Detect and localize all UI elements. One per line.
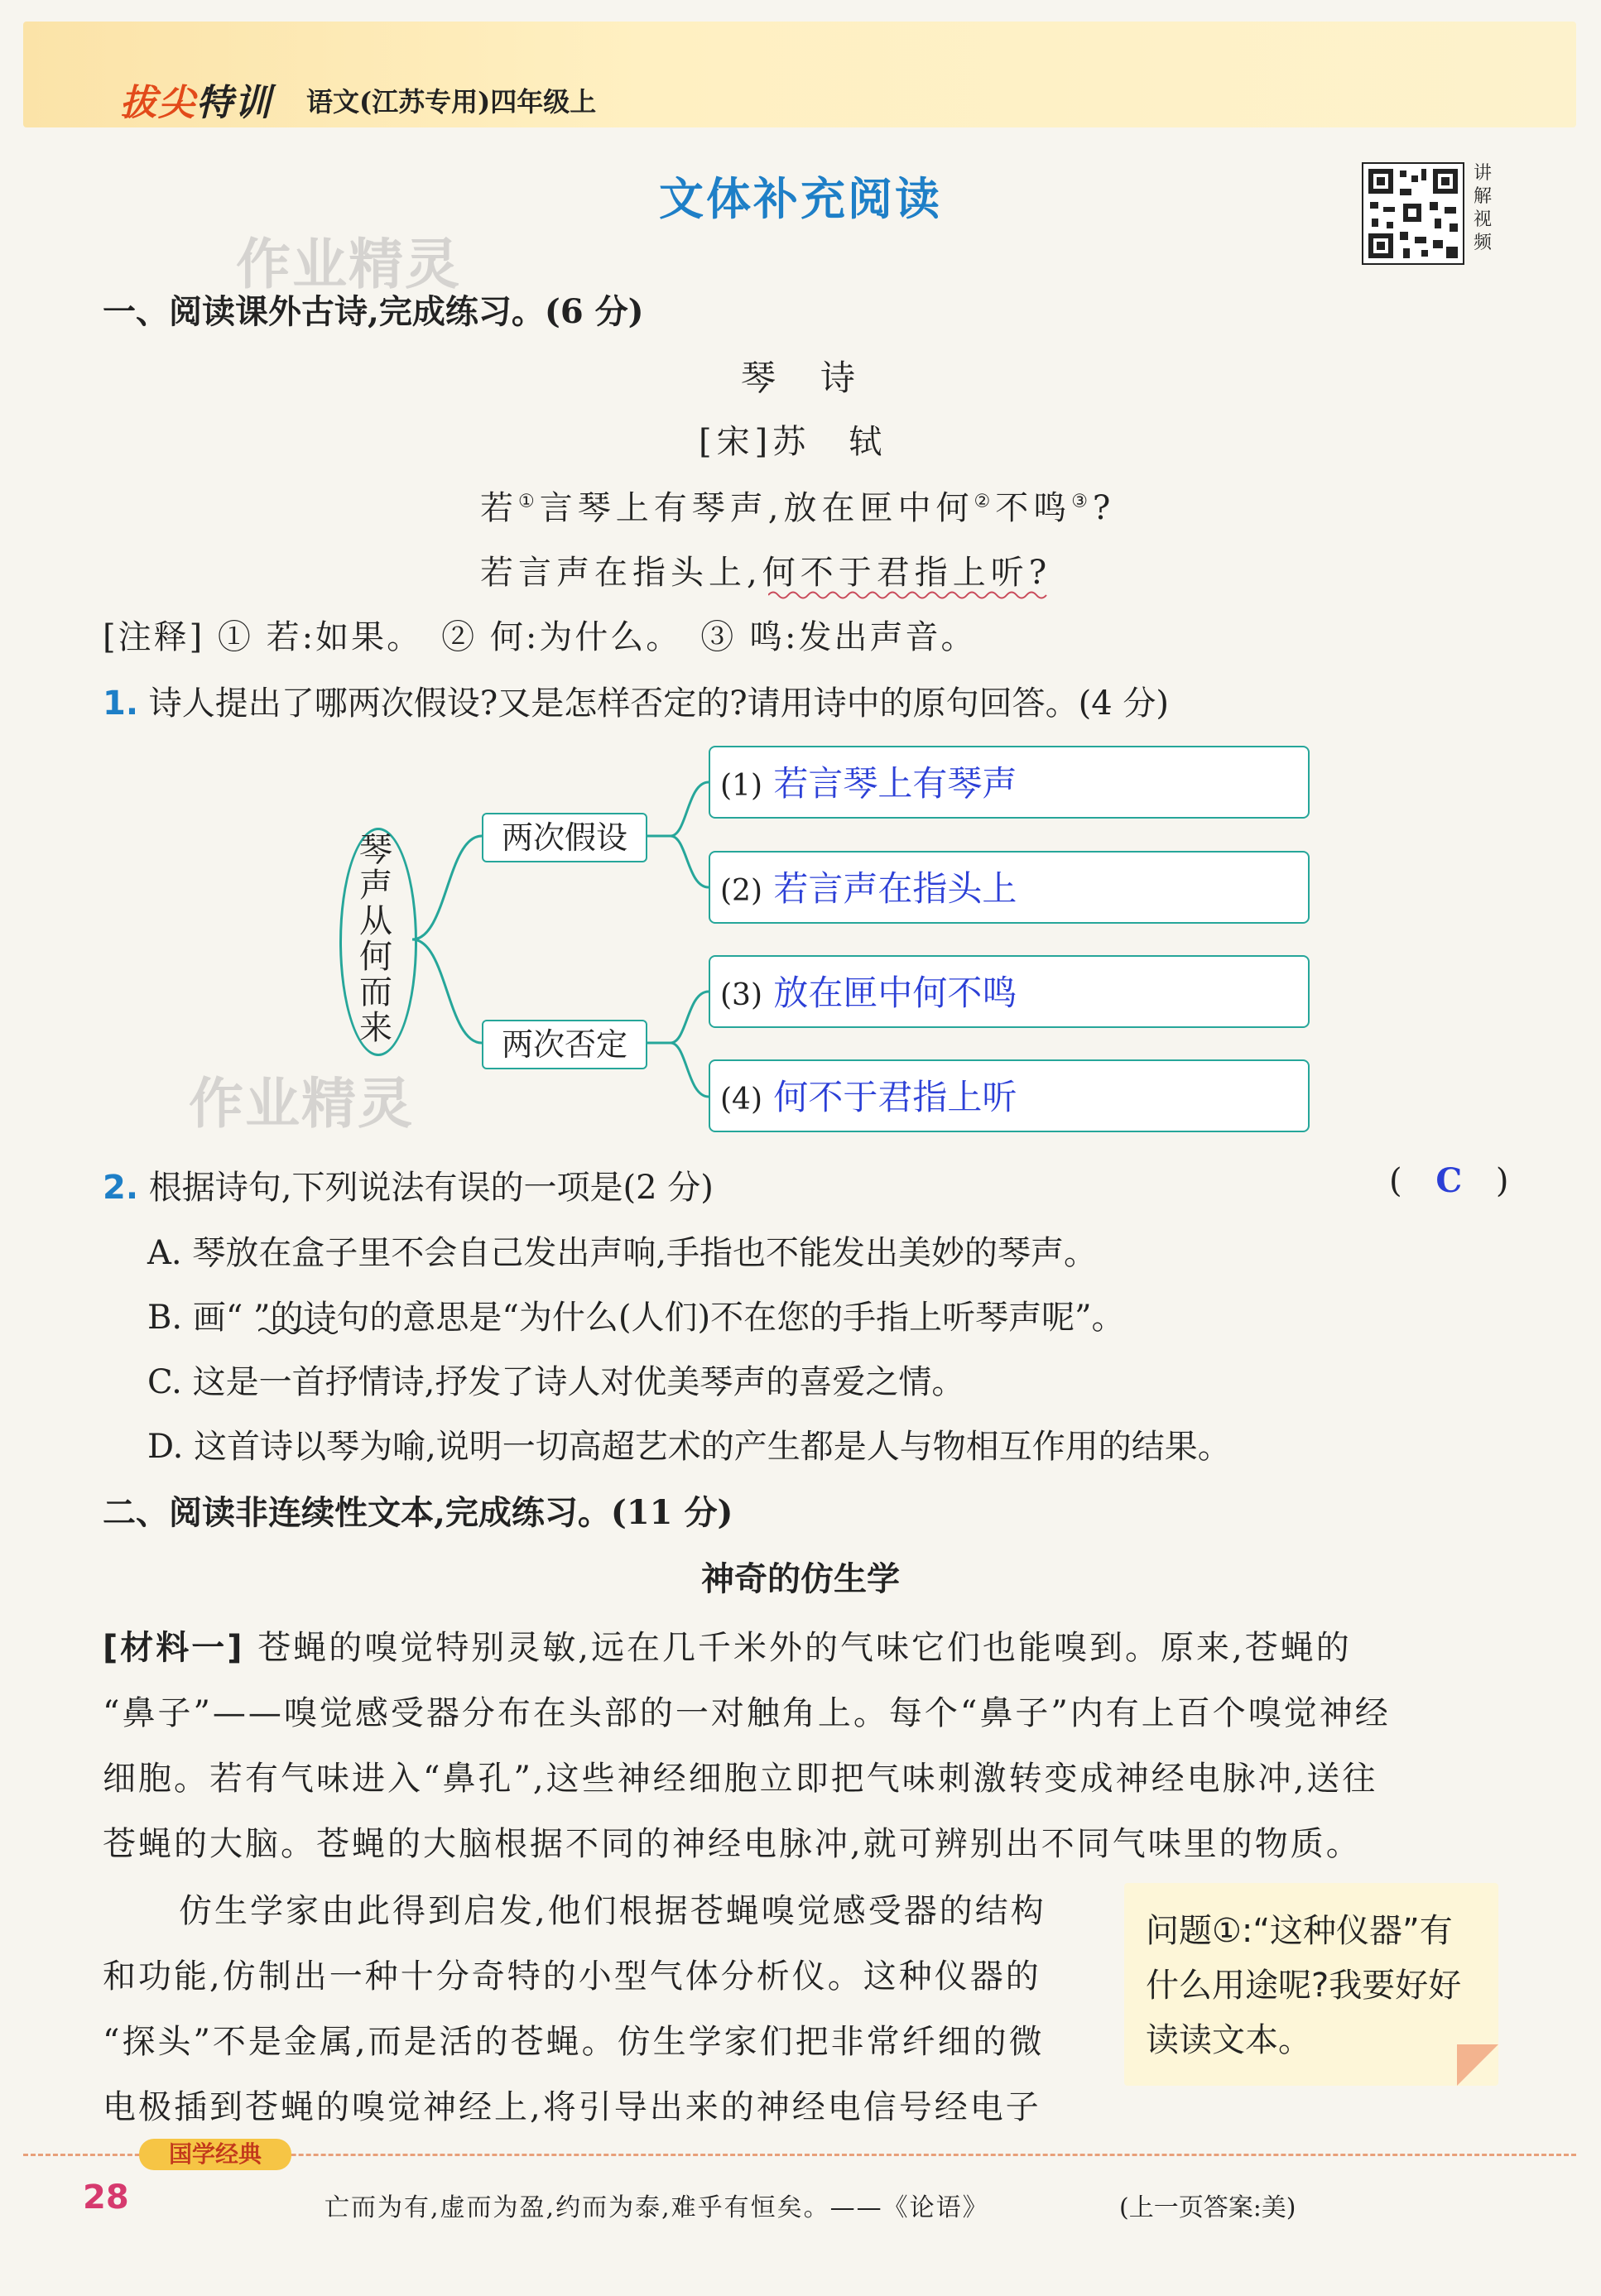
mindmap-branch-assumptions: 两次假设 [482,813,647,862]
mindmap-answer-box: (2) 若言声在指头上 [709,851,1310,924]
poem-title: 琴 诗 [740,358,860,398]
mindmap-branch-negations: 两次否定 [482,1020,647,1069]
material-1: [材料一] 苍蝇的嗅觉特别灵敏,远在几千米外的气味它们也能嗅到。原来,苍蝇的 “鼻子”——嗅觉感受器分布在头部的一对触角上。每个“鼻子”内有上百个嗅觉神经 细胞。若有气味进入“鼻孔”,这些神经细胞立即把气味刺激转变成神经电脉冲,送往 苍蝇的大脑。苍蝇的大脑根据不同的神经电脉冲,就可辨别出不同气味里的物质。 [103,1629,1391,1863]
poem-line-2: 若言声在指头上,何不于君指上听? [480,554,1052,592]
wavy-underline [258,1326,338,1336]
mindmap-center-text: 琴声从何而来 [359,831,392,1047]
watermark: 作业精灵 [236,233,461,296]
question-1: 1. 诗人提出了哪两次假设?又是怎样否定的?请用诗中的原句回答。(4 分) [103,684,1170,723]
qr-video-label[interactable]: 讲 解 视 频 [1473,163,1492,253]
option-a: A. 琴放在盒子里不会自己发出声响,手指也不能发出美妙的琴声。 [147,1234,1098,1272]
previous-page-answer: (上一页答案:美) [1119,2193,1296,2222]
material-1-paragraph-2: 仿生学家由此得到启发,他们根据苍蝇嗅觉感受器的结构 和功能,仿制出一种十分奇特的小型气体分析仪。这种仪器的 “探头”不是金属,而是活的苍蝇。仿生学家们把非常纤细的微 电极插到苍蝇的嗅觉神经上,将引导出来的神经电信号经电子 [103,1892,1046,2126]
footer-tag: 国学经典 [139,2139,291,2170]
option-c: C. 这是一首抒情诗,抒发了诗人对优美琴声的喜爱之情。 [147,1363,965,1401]
option-d: D. 这首诗以琴为喻,说明一切高超艺术的产生都是人与物相互作用的结果。 [147,1428,1231,1466]
mindmap-answer-box: (3) 放在匣中何不鸣 [709,955,1310,1028]
mindmap-answer-box: (4) 何不于君指上听 [709,1059,1310,1132]
poem-author: [宋]苏 轼 [699,423,887,461]
subject-label: 语文(江苏专用)四年级上 [306,86,597,118]
note-fold-icon [1457,2044,1498,2086]
section2-title: 神奇的仿生学 [701,1560,900,1598]
page-number: 28 [83,2178,129,2217]
section1-heading: 一、阅读课外古诗,完成练习。(6 分) [103,292,644,331]
reading-note-text: 问题①:“这种仪器”有什么用途呢?我要好好读读文本。 [1146,1912,1462,2059]
question-2: 2. 根据诗句,下列说法有误的一项是(2 分) [103,1169,714,1207]
page-title: 文体补充阅读 [659,173,942,225]
brand-logo: 拔尖特训 [120,82,272,124]
poem-notes: [注释] ① 若:如果。 ② 何:为什么。 ③ 鸣:发出声音。 [103,618,977,656]
mindmap-answer-box: (1) 若言琴上有琴声 [709,746,1310,819]
option-b: B. 画“ ”的诗句的意思是“为什么(人们)不在您的手指上听琴声呢”。 [147,1299,1125,1337]
watermark: 作业精灵 [189,1072,414,1136]
section2-heading: 二、阅读非连续性文本,完成练习。(11 分) [103,1493,733,1532]
question-2-answer: ( C ) [1389,1161,1509,1200]
poem-line-1: 若①言琴上有琴声,放在匣中何②不鸣③? [480,489,1116,527]
footer-quote: 亡而为有,虚而为盈,约而为泰,难乎有恒矣。——《论语》 [325,2193,989,2222]
